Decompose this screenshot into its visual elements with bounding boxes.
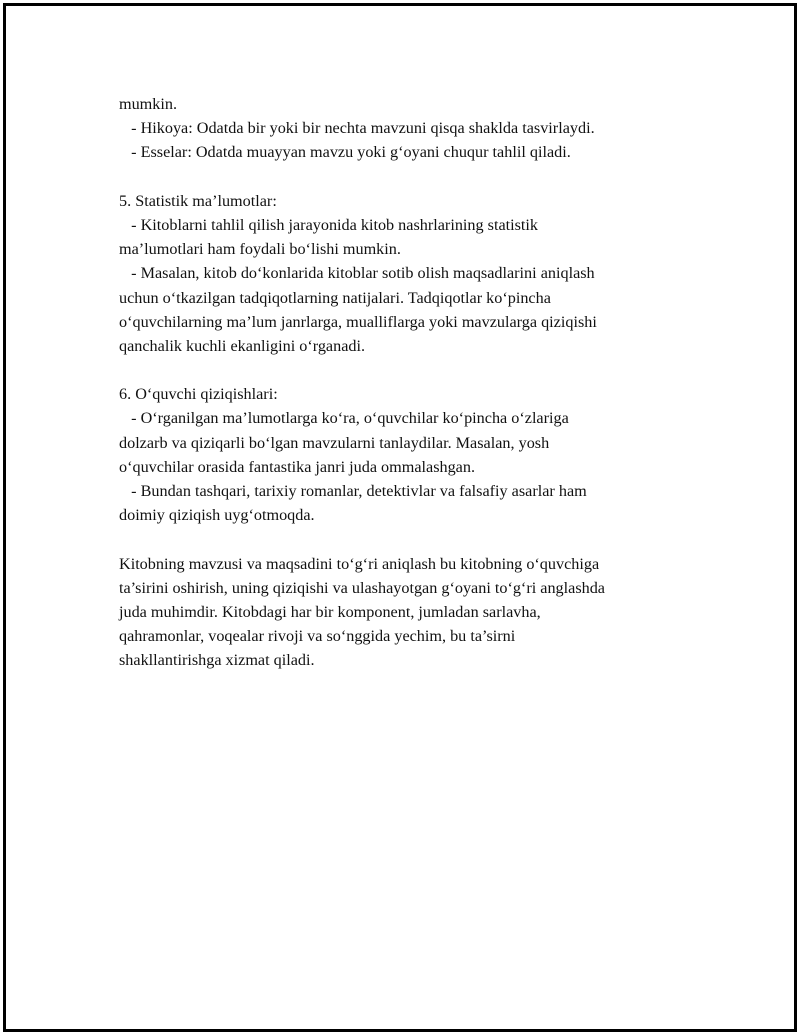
section-heading: 5. Statistik ma’lumotlar: xyxy=(119,191,277,210)
text-line: - O‘rganilgan ma’lumotlarga ko‘ra, o‘quvchilar ko‘pincha o‘zlariga xyxy=(119,409,569,428)
text-line: - Hikoya: Odatda bir yoki bir nechta mavzuni qisqa shaklda tasvirlaydi. xyxy=(119,119,595,138)
paragraph-gap xyxy=(119,165,699,189)
document-body xyxy=(119,92,699,673)
section-reader-interests xyxy=(119,382,699,527)
text-line: doimiy qiziqish uyg‘otmoqda. xyxy=(119,506,315,525)
text-line: ma’lumotlari ham foydali bo‘lishi mumkin. xyxy=(119,240,401,259)
paragraph-continuation xyxy=(119,92,699,165)
text-line: qanchalik kuchli ekanligini o‘rganadi. xyxy=(119,336,366,355)
text-line: ta’sirini oshirish, uning qiziqishi va ulashayotgan g‘oyani to‘g‘ri anglashda xyxy=(119,578,605,597)
text-line: dolzarb va qiziqarli bo‘lgan mavzularni tanlaydilar. Masalan, yosh xyxy=(119,433,550,452)
text-line: juda muhimdir. Kitobdagi har bir komponent, jumladan sarlavha, xyxy=(119,602,541,621)
text-line: qahramonlar, voqealar rivoji va so‘nggida yechim, bu ta’sirni xyxy=(119,627,516,646)
paragraph-gap xyxy=(119,527,699,551)
text-line: Kitobning mavzusi va maqsadini to‘g‘ri aniqlash bu kitobning o‘quvchiga xyxy=(119,554,600,573)
text-line: shakllantirishga xizmat qiladi. xyxy=(119,651,315,670)
text-line: - Bundan tashqari, tarixiy romanlar, detektivlar va falsafiy asarlar ham xyxy=(119,482,587,500)
section-statistics xyxy=(119,189,699,358)
text-line: o‘quvchilar orasida fantastika janri juda ommalashgan. xyxy=(119,457,476,476)
text-line: mumkin. xyxy=(119,95,178,113)
text-line: - Masalan, kitob do‘konlarida kitoblar sotib olish maqsadlarini aniqlash xyxy=(119,264,595,283)
text-line: - Kitoblarni tahlil qilish jarayonida kitob nashrlarining statistik xyxy=(119,215,539,234)
paragraph-conclusion xyxy=(119,552,699,673)
text-line: - Esselar: Odatda muayyan mavzu yoki g‘oyani chuqur tahlil qiladi. xyxy=(119,143,571,162)
text-line: o‘quvchilarning ma’lum janrlarga, mualliflarga yoki mavzularga qiziqishi xyxy=(119,312,597,331)
section-heading: 6. O‘quvchi qiziqishlari: xyxy=(119,385,278,404)
paragraph-gap xyxy=(119,358,699,382)
text-line: uchun o‘tkazilgan tadqiqotlarning natijalari. Tadqiqotlar ko‘pincha xyxy=(119,288,551,307)
